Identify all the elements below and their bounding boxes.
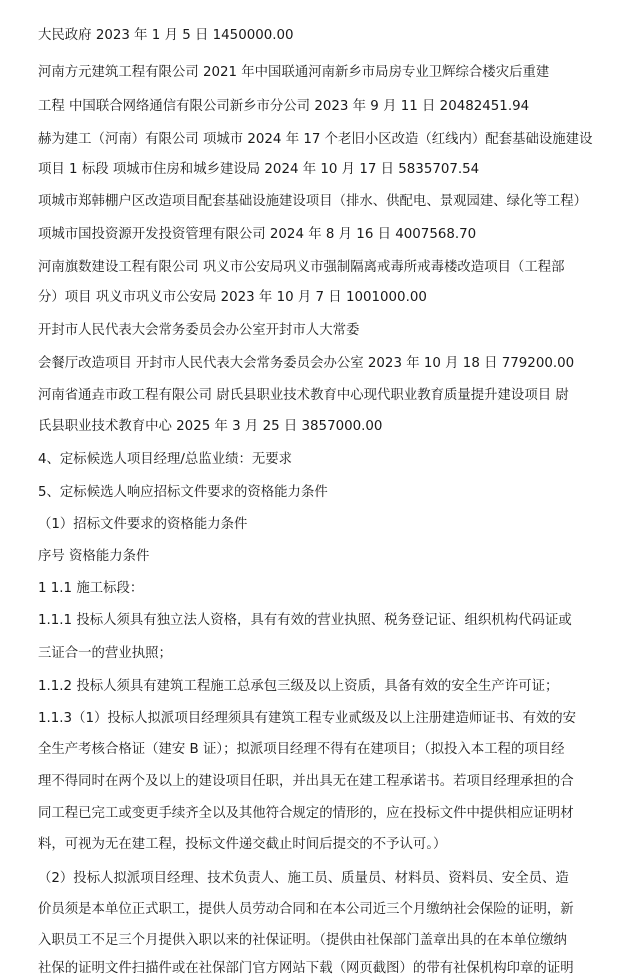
text-line-30: 社保的证明文件扫描件或在社保部门官方网站下载（网页截图）的带有社保机构印章的证明: [38, 961, 574, 976]
text-line-27: （2）投标人拟派项目经理、技术负责人、施工员、质量员、材料员、资料员、安全员、造: [38, 871, 569, 886]
text-line-26: 料，可视为无在建工程，投标文件递交截止时间后提交的不予认可。）: [38, 837, 447, 852]
text-line-23: 全生产考核合格证（建安 B 证）；拟派项目经理不得有在建项目；（拟投入本工程的项目经: [38, 742, 565, 757]
text-line-4: 赫为建工（河南）有限公司 项城市 2024 年 17 个老旧小区改造（红线内）配套基础设施建设: [38, 132, 593, 147]
text-line-6: 项城市郑韩棚户区改造项目配套基础设施建设项目（排水、供配电、景观园建、绿化等工程）: [38, 194, 588, 209]
text-line-29: 入职员工不足三个月提供入职以来的社保证明。（提供由社保部门盖章出具的在本单位缴纳: [38, 933, 567, 948]
text-line-20: 三证合一的营业执照；: [38, 646, 172, 661]
text-line-3: 工程 中国联合网络通信有限公司新乡市分公司 2023 年 9 月 11 日 20482451.94: [38, 99, 530, 114]
text-line-11: 会餐厅改造项目 开封市人民代表大会常务委员会办公室 2023 年 10 月 18 日 779200.00: [38, 356, 575, 371]
text-line-25: 同工程已完工或变更手续齐全以及其他符合规定的情形的，应在投标文件中提供相应证明材: [38, 806, 574, 821]
text-line-19: 1.1.1 投标人须具有独立法人资格，具有有效的营业执照、税务登记证、组织机构代码证或: [38, 613, 572, 628]
text-line-8: 河南旗数建设工程有限公司 巩义市公安局巩义市强制隔离戒毒所戒毒楼改造项目（工程部: [38, 260, 565, 275]
text-line-21: 1.1.2 投标人须具有建筑工程施工总承包三级及以上资质，具备有效的安全生产许可证；: [38, 679, 559, 694]
text-line-1: 大民政府 2023 年 1 月 5 日 1450000.00: [38, 28, 294, 43]
text-line-13: 氏县职业技术教育中心 2025 年 3 月 25 日 3857000.00: [38, 419, 383, 434]
text-line-17: 序号 资格能力条件: [38, 549, 150, 564]
text-line-14: 4、定标候选人项目经理/总监业绩：无要求: [38, 452, 293, 467]
text-line-2: 河南方元建筑工程有限公司 2021 年中国联通河南新乡市局房专业卫辉综合楼灾后重建: [38, 65, 550, 80]
text-line-16: （1）招标文件要求的资格能力条件: [38, 517, 248, 532]
text-line-5: 项目 1 标段 项城市住房和城乡建设局 2024 年 10 月 17 日 5835707.54: [38, 162, 480, 177]
text-line-7: 项城市国投资源开发投资管理有限公司 2024 年 8 月 16 日 4007568.70: [38, 227, 477, 242]
text-line-10: 开封市人民代表大会常务委员会办公室开封市人大常委: [38, 323, 360, 338]
text-line-9: 分）项目 巩义市巩义市公安局 2023 年 10 月 7 日 1001000.00: [38, 290, 427, 305]
text-line-15: 5、定标候选人响应招标文件要求的资格能力条件: [38, 485, 328, 500]
text-line-18: 1 1.1 施工标段：: [38, 581, 144, 596]
text-line-22: 1.1.3（1）投标人拟派项目经理须具有建筑工程专业贰级及以上注册建造师证书、有效的安: [38, 711, 577, 726]
text-line-12: 河南省通垚市政工程有限公司 尉氏县职业技术教育中心现代职业教育质量提升建设项目 尉: [38, 388, 569, 403]
text-line-24: 理不得同时在两个及以上的建设项目任职，并出具无在建工程承诺书。若项目经理承担的合: [38, 774, 574, 789]
text-line-28: 价员须是本单位正式职工，提供人员劳动合同和在本公司近三个月缴纳社会保险的证明，新: [38, 902, 574, 917]
